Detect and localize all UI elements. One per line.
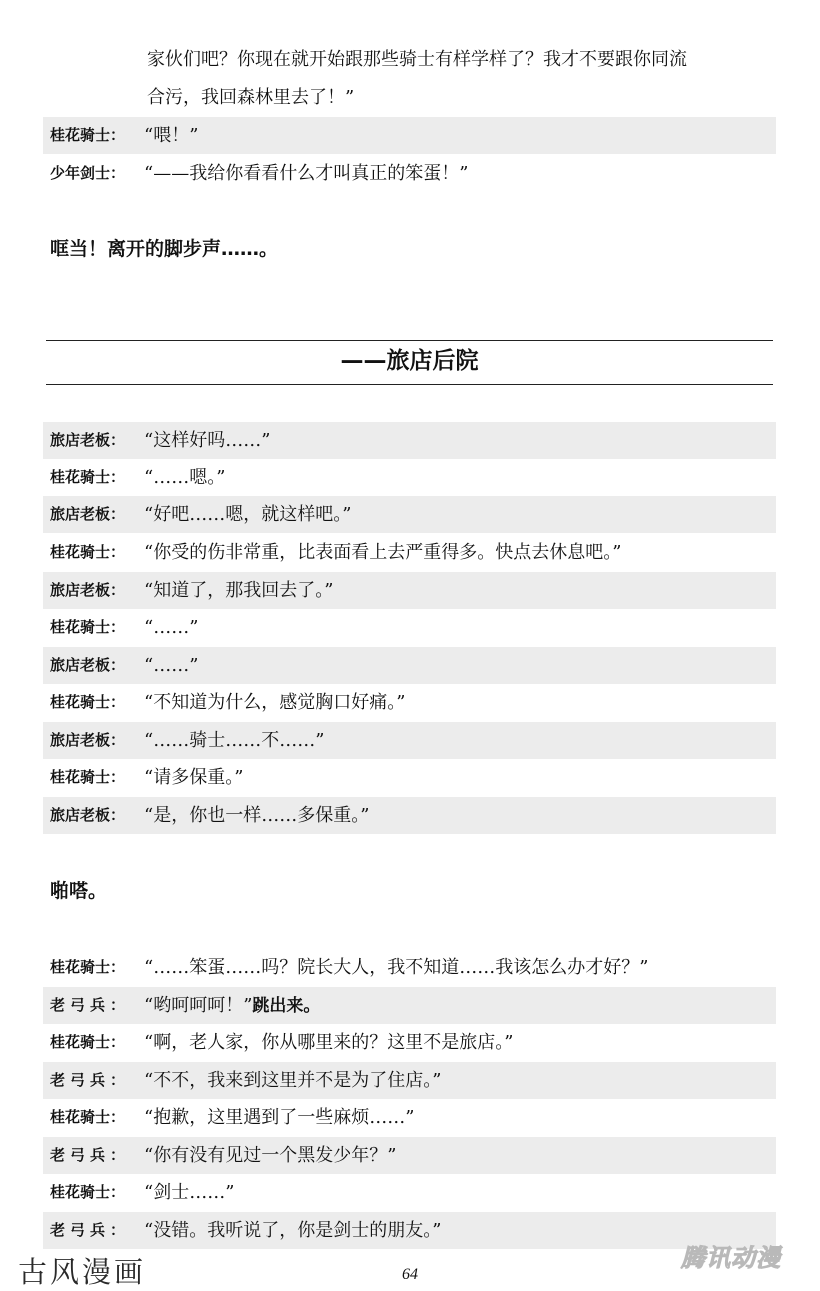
speaker-name: 旅店老板： — [50, 731, 126, 749]
site-watermark-logo: 古风漫画 — [18, 1255, 147, 1289]
dialogue-text: “请多保重。” — [144, 767, 244, 788]
dialogue-row — [43, 1062, 776, 1099]
continuation-line-2: 合污，我回森林里去了！” — [147, 87, 355, 108]
dialogue-row — [43, 422, 776, 459]
dialogue-row — [43, 722, 776, 759]
dialogue-text: “……” — [144, 617, 199, 638]
section-rule-bottom — [46, 384, 773, 385]
dialogue-text: “……” — [144, 655, 199, 676]
speaker-name: 桂花骑士： — [50, 1183, 126, 1201]
dialogue-row — [43, 155, 776, 192]
speaker-name: 老弓兵： — [50, 1146, 131, 1164]
dialogue-row — [43, 1099, 776, 1136]
dialogue-row — [43, 1174, 776, 1211]
speaker-name: 桂花骑士： — [50, 543, 126, 561]
dialogue-text: “剑士……” — [144, 1182, 235, 1203]
sound-effect: 哐当！离开的脚步声……。 — [50, 238, 279, 260]
dialogue-text: “喂！” — [144, 125, 199, 146]
dialogue-text: “……骑士……不……” — [144, 730, 325, 751]
dialogue-row — [43, 797, 776, 834]
speaker-name: 老弓兵： — [50, 996, 131, 1014]
sound-effect: 啪嗒。 — [50, 880, 108, 902]
dialogue-text: “抱歉，这里遇到了一些麻烦……” — [144, 1107, 415, 1128]
dialogue-row — [43, 496, 776, 533]
speaker-name: 老弓兵： — [50, 1221, 131, 1239]
speaker-name: 少年剑士： — [50, 164, 126, 182]
dialogue-row — [43, 459, 776, 496]
dialogue-text: “好吧……嗯，就这样吧。” — [144, 504, 352, 525]
dialogue-row — [43, 534, 776, 571]
dialogue-row — [43, 684, 776, 721]
dialogue-text: “你有没有见过一个黑发少年？” — [144, 1145, 397, 1166]
dialogue-row — [43, 609, 776, 646]
speaker-name: 旅店老板： — [50, 581, 126, 599]
speaker-name: 桂花骑士： — [50, 126, 126, 144]
speaker-name: 桂花骑士： — [50, 1108, 126, 1126]
speaker-name: 旅店老板： — [50, 431, 126, 449]
section-heading: ——旅店后院 — [340, 348, 479, 374]
section-rule-top — [46, 340, 773, 341]
speaker-name: 旅店老板： — [50, 505, 126, 523]
dialogue-text: “不不，我来到这里并不是为了住店。” — [144, 1070, 442, 1091]
publisher-watermark-logo: 腾讯动漫 — [681, 1244, 781, 1272]
dialogue-text: “不知道为什么，感觉胸口好痛。” — [144, 692, 406, 713]
dialogue-text: “……笨蛋……吗？院长大人，我不知道……我该怎么办才好？” — [144, 957, 649, 978]
dialogue-text — [144, 995, 320, 1017]
dialogue-text: “啊，老人家，你从哪里来的？这里不是旅店。” — [144, 1032, 514, 1053]
speaker-name: 桂花骑士： — [50, 468, 126, 486]
dialogue-text: “知道了，那我回去了。” — [144, 580, 334, 601]
speaker-name: 桂花骑士： — [50, 1033, 126, 1051]
dialogue-text: “你受的伤非常重，比表面看上去严重得多。快点去休息吧。” — [144, 542, 622, 563]
stage-direction: 跳出来。 — [252, 996, 321, 1016]
dialogue-row — [43, 1137, 776, 1174]
dialogue-text: “这样好吗……” — [144, 430, 271, 451]
dialogue-row — [43, 647, 776, 684]
page-number: 64 — [402, 1266, 418, 1283]
dialogue-text: “没错。我听说了，你是剑士的朋友。” — [144, 1220, 442, 1241]
speaker-name: 桂花骑士： — [50, 693, 126, 711]
speaker-name: 桂花骑士： — [50, 958, 126, 976]
continuation-line-1: 家伙们吧？你现在就开始跟那些骑士有样学样了？我才不要跟你同流 — [147, 49, 687, 70]
speaker-name: 旅店老板： — [50, 806, 126, 824]
dialogue-row — [43, 987, 776, 1024]
speaker-name: 桂花骑士： — [50, 618, 126, 636]
speaker-name: 旅店老板： — [50, 656, 126, 674]
dialogue-text: “……嗯。” — [144, 467, 226, 488]
speaker-name: 老弓兵： — [50, 1071, 131, 1089]
dialogue-row — [43, 949, 776, 986]
dialogue-text: “——我给你看看什么才叫真正的笨蛋！” — [144, 163, 469, 184]
dialogue-text: “是，你也一样……多保重。” — [144, 805, 370, 826]
dialogue-row — [43, 1024, 776, 1061]
speaker-name: 桂花骑士： — [50, 768, 126, 786]
dialogue-row — [43, 572, 776, 609]
dialogue-row — [43, 117, 776, 154]
dialogue-quote: “哟呵呵呵！” — [144, 995, 253, 1016]
dialogue-row — [43, 759, 776, 796]
